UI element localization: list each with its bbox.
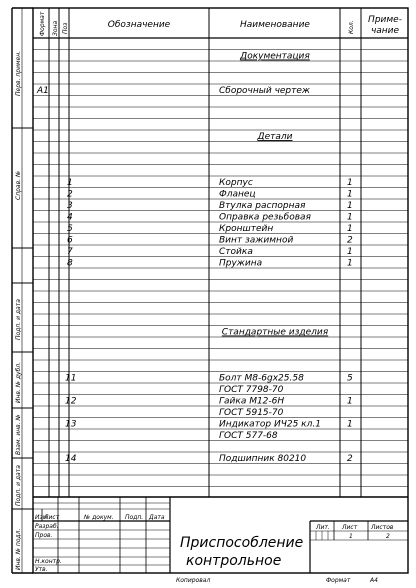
row-name: ГОСТ 5915-70 [219,408,284,418]
tb-list-value: 1 [349,533,353,540]
row-pos: 8 [67,258,73,269]
row-qty: 1 [347,201,353,211]
row-pos: 5 [67,224,73,234]
tb-listov: Листов [371,524,394,531]
margin-podp-data-2: Подп. и дата [15,465,22,506]
section-heading: Стандартные изделия [221,327,329,338]
row-name: Стойка [219,247,253,257]
margin-vzam-inv: Взам. инв. № [15,414,22,455]
row-pos: 13 [65,419,77,430]
row-name: ГОСТ 577-68 [219,431,278,441]
row-pos: 7 [67,247,73,257]
row-qty: 5 [347,373,353,384]
row-qty: 2 [347,454,353,464]
header-designation: Обозначение [107,20,171,30]
row-pos: 14 [65,454,77,464]
row-pos: 11 [65,373,77,384]
section-heading: Детали [257,132,293,142]
tb-list: Лист [342,524,358,531]
row-name: Винт зажимной [219,235,294,246]
row-name: Кронштейн [219,224,274,234]
margin-inv-podl: Инв. № подл. [15,528,22,570]
tb-col-podp: Подп. [125,514,144,521]
row-pos: 1 [67,178,73,188]
row-name: Индикатор ИЧ25 кл.1 [219,419,321,430]
row-name: Фланец [219,189,256,200]
row-qty: 2 [347,235,353,246]
tb-col-list: Лист [44,514,60,521]
row-name: Пружина [219,258,263,269]
tb-listov-value: 2 [386,533,390,540]
margin-perv-primen: Перв. примен. [15,50,22,96]
header-note-2: чание [370,26,400,36]
header-pos: Поз [62,22,69,34]
row-name: Втулка распорная [219,201,306,211]
header-zone: Зона [52,20,59,36]
row-pos: 6 [67,235,73,246]
row-pos: 3 [67,201,73,211]
row-qty: 1 [347,258,353,269]
tb-title-1: Приспособление [180,535,304,551]
tb-col-doc: № докум. [84,514,114,521]
tb-title-2: контрольное [186,553,282,569]
row-pos: 12 [65,396,77,407]
header-qty: Кол. [348,20,355,34]
header-note-1: Приме- [368,15,402,25]
row-qty: 1 [347,224,353,234]
tb-lit: Лит. [316,524,330,531]
row-name: Подшипник 80210 [219,454,307,464]
row-qty: 1 [347,212,353,223]
margin-sprav-no: Справ. № [15,170,22,200]
header-format: Формат [39,11,46,36]
footer-format-value: А4 [370,577,378,584]
row-name: Болт М8-6gx25.58 [219,373,304,384]
row-name: Гайка М12-6Н [219,396,285,407]
tb-col-izm: Изм [35,514,48,521]
row-pos: 2 [67,189,73,200]
margin-podp-data-1: Подп. и дата [15,299,22,340]
tb-prov: Пров. [35,532,53,539]
row-qty: 1 [347,189,353,200]
row-name: Сборочный чертеж [219,86,311,96]
row-qty: 1 [347,419,353,430]
tb-col-data: Дата [149,514,165,521]
row-pos: 4 [67,212,73,223]
row-name: Корпус [219,178,253,188]
footer-kopiroval: Копировал [176,577,211,584]
row-name: ГОСТ 7798-70 [219,385,284,395]
header-name: Наименование [240,20,310,30]
tb-n-kontr: Н.контр. [35,558,62,565]
footer-format-label: Формат [326,577,351,584]
row-format: А1 [37,86,49,96]
tb-razrab: Разраб. [35,523,59,530]
section-heading: Документация [240,51,310,62]
tb-utv: Утв. [35,566,48,573]
row-name: Оправка резьбовая [219,212,311,223]
row-qty: 1 [347,247,353,257]
row-qty: 1 [347,396,353,407]
row-qty: 1 [347,178,353,188]
margin-inv-dubl: Инв. № дубл. [15,361,22,403]
